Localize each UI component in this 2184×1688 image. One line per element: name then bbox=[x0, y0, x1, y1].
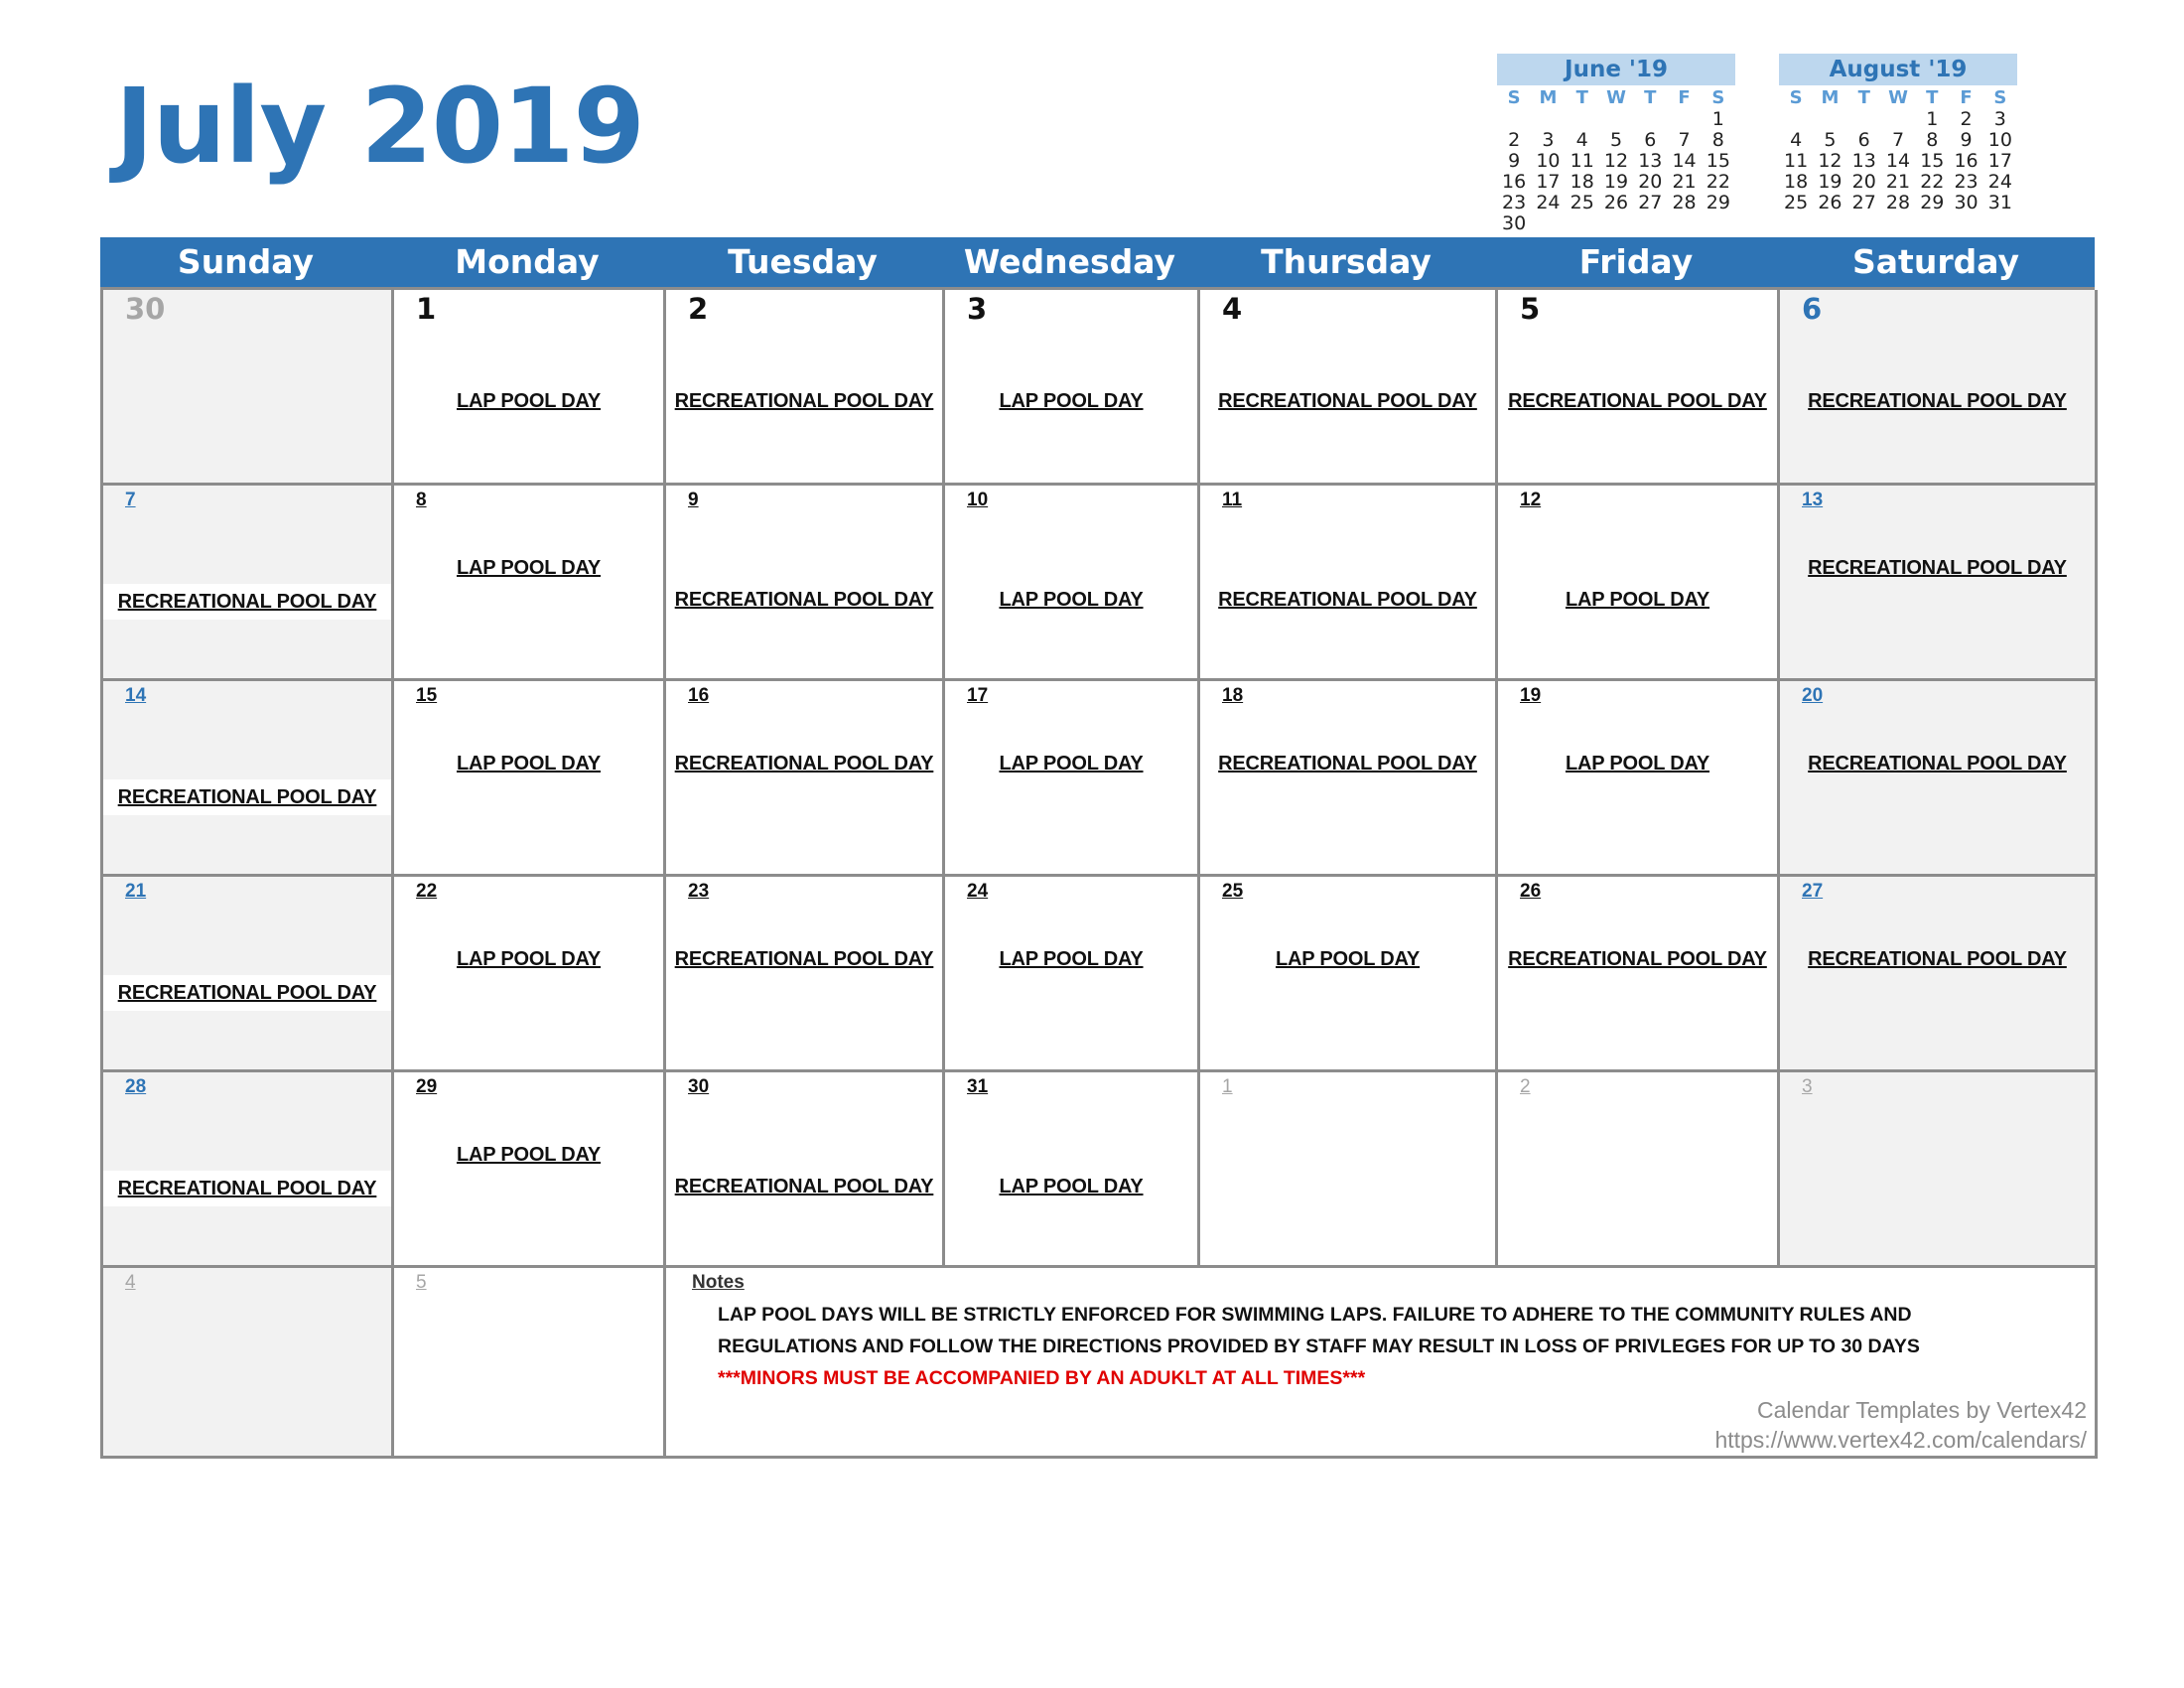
mini-day-number: 23 bbox=[1502, 192, 1527, 213]
day-cell[interactable] bbox=[666, 877, 945, 1072]
mini-day-number bbox=[1983, 213, 2017, 234]
pool-day-event: RECREATIONAL POOL DAY bbox=[674, 589, 934, 611]
day-number: 1 bbox=[1222, 1076, 1233, 1097]
mini-day-number bbox=[1599, 109, 1633, 130]
mini-day-number: 31 bbox=[1987, 192, 2012, 213]
day-cell[interactable] bbox=[394, 1268, 666, 1459]
day-number: 7 bbox=[125, 490, 136, 510]
day-cell[interactable] bbox=[1780, 1072, 2098, 1268]
day-cell[interactable] bbox=[1498, 486, 1780, 681]
day-number: 15 bbox=[416, 685, 438, 706]
mini-weekday-label: S bbox=[1789, 87, 1803, 108]
weekday-thursday: Thursday bbox=[1261, 242, 1432, 281]
mini-day-number bbox=[1915, 213, 1949, 234]
day-cell[interactable] bbox=[1780, 877, 2098, 1072]
day-cell[interactable] bbox=[103, 1268, 394, 1459]
mini-day-number: 30 bbox=[1502, 212, 1527, 234]
day-cell[interactable] bbox=[394, 1072, 666, 1268]
mini-day-number bbox=[1847, 213, 1881, 234]
mini-day-number: 12 bbox=[1818, 150, 1843, 172]
day-number: 11 bbox=[1222, 490, 1243, 510]
mini-day-number bbox=[1531, 109, 1565, 130]
mini-weekday-label: T bbox=[1857, 87, 1870, 108]
day-number: 18 bbox=[1222, 685, 1244, 706]
day-number: 24 bbox=[967, 881, 989, 902]
pool-day-event: LAP POOL DAY bbox=[456, 948, 602, 970]
pool-day-event: RECREATIONAL POOL DAY bbox=[674, 1176, 934, 1197]
day-number: 16 bbox=[688, 685, 710, 706]
mini-day-number: 8 bbox=[1711, 129, 1724, 151]
day-cell[interactable] bbox=[103, 681, 394, 877]
mini-day-number: 14 bbox=[1885, 150, 1911, 172]
day-number: 31 bbox=[967, 1076, 989, 1097]
day-number: 10 bbox=[967, 490, 989, 510]
mini-calendar-title: June '19 bbox=[1497, 54, 1735, 85]
day-cell[interactable] bbox=[394, 877, 666, 1072]
mini-day-number: 4 bbox=[1790, 129, 1803, 151]
day-cell[interactable] bbox=[1498, 290, 1780, 486]
day-cell[interactable] bbox=[1200, 1072, 1498, 1268]
day-cell[interactable] bbox=[945, 1072, 1200, 1268]
day-cell[interactable] bbox=[1498, 877, 1780, 1072]
day-number: 4 bbox=[1222, 292, 1243, 326]
pool-day-event: RECREATIONAL POOL DAY bbox=[103, 779, 391, 815]
mini-day-number bbox=[1599, 213, 1633, 234]
mini-day-number: 9 bbox=[1960, 129, 1973, 151]
weekday-wednesday: Wednesday bbox=[963, 242, 1176, 281]
mini-calendar-weekdays bbox=[1497, 87, 1735, 109]
day-number: 5 bbox=[1520, 292, 1541, 326]
weekday-header bbox=[100, 237, 2095, 287]
day-number: 14 bbox=[125, 685, 147, 706]
pool-day-event: RECREATIONAL POOL DAY bbox=[103, 584, 391, 620]
notes-text: LAP POOL DAYS WILL BE STRICTLY ENFORCED FOR SWIMMING LAPS. FAILURE TO ADHERE TO THE COMMUNITY RULES AND bbox=[718, 1304, 1912, 1326]
pool-day-event: LAP POOL DAY bbox=[456, 390, 602, 412]
mini-calendar-days bbox=[1497, 109, 1735, 234]
mini-day-number: 10 bbox=[1536, 150, 1561, 172]
day-cell[interactable] bbox=[1200, 486, 1498, 681]
day-number: 12 bbox=[1520, 490, 1542, 510]
mini-day-number bbox=[1566, 109, 1599, 130]
mini-calendar-june bbox=[1497, 54, 1735, 234]
mini-day-number: 3 bbox=[1542, 129, 1555, 151]
month-calendar bbox=[100, 237, 2095, 1459]
mini-weekday-label: S bbox=[1507, 87, 1521, 108]
day-number: 2 bbox=[688, 292, 709, 326]
mini-weekday-label: F bbox=[1960, 87, 1973, 108]
pool-day-event: LAP POOL DAY bbox=[456, 1144, 602, 1166]
calendar-grid bbox=[100, 287, 2095, 1459]
day-cell[interactable] bbox=[1200, 877, 1498, 1072]
day-number: 27 bbox=[1802, 881, 1824, 902]
mini-day-number: 19 bbox=[1818, 171, 1843, 193]
day-number: 22 bbox=[416, 881, 438, 902]
day-number: 8 bbox=[416, 490, 427, 510]
mini-day-number: 17 bbox=[1536, 171, 1561, 193]
mini-day-number bbox=[1881, 213, 1915, 234]
day-cell[interactable] bbox=[1498, 681, 1780, 877]
pool-day-event: RECREATIONAL POOL DAY bbox=[1508, 948, 1767, 970]
mini-weekday-label: W bbox=[1606, 87, 1626, 108]
mini-day-number bbox=[1847, 109, 1881, 130]
day-cell[interactable] bbox=[945, 290, 1200, 486]
notes-title: Notes bbox=[692, 1272, 745, 1293]
mini-day-number bbox=[1813, 213, 1846, 234]
mini-day-number: 29 bbox=[1920, 192, 1945, 213]
day-number: 19 bbox=[1520, 685, 1542, 706]
mini-weekday-label: S bbox=[1711, 87, 1725, 108]
pool-day-event: LAP POOL DAY bbox=[999, 589, 1144, 611]
day-number: 30 bbox=[125, 292, 166, 326]
day-cell[interactable] bbox=[666, 1072, 945, 1268]
mini-day-number: 7 bbox=[1678, 129, 1691, 151]
mini-day-number: 1 bbox=[1926, 108, 1939, 130]
day-number: 5 bbox=[416, 1272, 427, 1293]
mini-day-number bbox=[1702, 213, 1735, 234]
pool-day-event: RECREATIONAL POOL DAY bbox=[1808, 948, 2067, 970]
mini-day-number: 18 bbox=[1570, 171, 1594, 193]
mini-day-number: 3 bbox=[1993, 108, 2006, 130]
day-number: 21 bbox=[125, 881, 147, 902]
day-cell[interactable] bbox=[945, 877, 1200, 1072]
pool-day-event: RECREATIONAL POOL DAY bbox=[1218, 390, 1477, 412]
mini-day-number: 15 bbox=[1920, 150, 1945, 172]
mini-weekday-label: W bbox=[1888, 87, 1908, 108]
credit-text: Calendar Templates by Vertex42 bbox=[1757, 1397, 2087, 1423]
weekday-friday: Friday bbox=[1578, 242, 1694, 281]
day-number: 26 bbox=[1520, 881, 1542, 902]
mini-weekday-label: T bbox=[1926, 87, 1939, 108]
pool-day-event: RECREATIONAL POOL DAY bbox=[1218, 753, 1477, 774]
day-number: 9 bbox=[688, 490, 699, 510]
mini-day-number bbox=[1813, 109, 1846, 130]
mini-day-number: 29 bbox=[1706, 192, 1730, 213]
mini-weekday-label: T bbox=[1644, 87, 1657, 108]
mini-day-number: 26 bbox=[1603, 192, 1629, 213]
mini-day-number bbox=[1497, 109, 1531, 130]
mini-day-number: 25 bbox=[1784, 192, 1809, 213]
day-cell[interactable] bbox=[1780, 681, 2098, 877]
pool-day-event: LAP POOL DAY bbox=[999, 1176, 1144, 1197]
mini-day-number: 28 bbox=[1885, 192, 1911, 213]
day-cell[interactable] bbox=[103, 486, 394, 681]
mini-day-number: 7 bbox=[1891, 129, 1905, 151]
mini-day-number: 20 bbox=[1638, 171, 1663, 193]
mini-weekday-label: M bbox=[1539, 87, 1558, 108]
mini-day-number bbox=[1881, 109, 1915, 130]
mini-day-number: 30 bbox=[1954, 192, 1979, 213]
day-number: 17 bbox=[967, 685, 989, 706]
mini-day-number: 18 bbox=[1784, 171, 1809, 193]
day-cell[interactable] bbox=[394, 681, 666, 877]
day-number: 28 bbox=[125, 1076, 147, 1097]
pool-day-event: RECREATIONAL POOL DAY bbox=[1808, 390, 2067, 412]
mini-day-number: 21 bbox=[1885, 171, 1911, 193]
mini-weekday-label: F bbox=[1678, 87, 1691, 108]
mini-day-number: 27 bbox=[1638, 192, 1663, 213]
mini-day-number: 16 bbox=[1502, 171, 1527, 193]
day-number: 23 bbox=[688, 881, 710, 902]
mini-day-number: 6 bbox=[1857, 129, 1870, 151]
mini-day-number: 2 bbox=[1508, 129, 1521, 151]
pool-day-event: LAP POOL DAY bbox=[1565, 589, 1710, 611]
mini-calendar-title: August '19 bbox=[1779, 54, 2017, 85]
mini-day-number bbox=[1779, 109, 1813, 130]
mini-day-number: 27 bbox=[1851, 192, 1876, 213]
mini-day-number: 12 bbox=[1603, 150, 1629, 172]
mini-day-number: 14 bbox=[1672, 150, 1697, 172]
mini-day-number: 6 bbox=[1644, 129, 1657, 151]
pool-day-event: RECREATIONAL POOL DAY bbox=[103, 1171, 391, 1206]
pool-day-event: RECREATIONAL POOL DAY bbox=[674, 753, 934, 774]
mini-day-number: 5 bbox=[1824, 129, 1837, 151]
mini-day-number: 16 bbox=[1954, 150, 1979, 172]
day-number: 20 bbox=[1802, 685, 1824, 706]
day-number: 30 bbox=[688, 1076, 710, 1097]
mini-day-number: 25 bbox=[1570, 192, 1594, 213]
day-cell[interactable] bbox=[103, 290, 394, 486]
mini-day-number: 23 bbox=[1954, 171, 1979, 193]
day-cell[interactable] bbox=[394, 486, 666, 681]
pool-day-event: RECREATIONAL POOL DAY bbox=[1218, 589, 1477, 611]
day-cell[interactable] bbox=[666, 681, 945, 877]
mini-day-number bbox=[1779, 213, 1813, 234]
mini-day-number: 8 bbox=[1926, 129, 1939, 151]
mini-day-number: 20 bbox=[1851, 171, 1876, 193]
mini-day-number: 11 bbox=[1570, 150, 1594, 172]
mini-day-number: 15 bbox=[1706, 150, 1730, 172]
day-number: 13 bbox=[1802, 490, 1824, 510]
mini-day-number: 28 bbox=[1672, 192, 1697, 213]
mini-weekday-label: S bbox=[1993, 87, 2007, 108]
day-cell[interactable] bbox=[1200, 681, 1498, 877]
pool-day-event: RECREATIONAL POOL DAY bbox=[674, 948, 934, 970]
weekday-saturday: Saturday bbox=[1852, 242, 2019, 281]
day-number: 29 bbox=[416, 1076, 438, 1097]
pool-day-event: RECREATIONAL POOL DAY bbox=[103, 975, 391, 1011]
mini-day-number bbox=[1667, 213, 1701, 234]
pool-day-event: RECREATIONAL POOL DAY bbox=[674, 390, 934, 412]
pool-day-event: RECREATIONAL POOL DAY bbox=[1808, 557, 2067, 579]
mini-day-number bbox=[1633, 213, 1667, 234]
weekday-monday: Monday bbox=[455, 242, 600, 281]
mini-day-number: 1 bbox=[1711, 108, 1724, 130]
day-number: 3 bbox=[1802, 1076, 1813, 1097]
day-cell[interactable] bbox=[666, 486, 945, 681]
mini-calendar-days bbox=[1779, 109, 2017, 234]
day-number: 2 bbox=[1520, 1076, 1531, 1097]
mini-day-number: 13 bbox=[1638, 150, 1663, 172]
mini-day-number bbox=[1949, 213, 1982, 234]
mini-day-number: 11 bbox=[1784, 150, 1809, 172]
mini-day-number: 2 bbox=[1960, 108, 1973, 130]
pool-day-event: RECREATIONAL POOL DAY bbox=[1808, 753, 2067, 774]
pool-day-event: LAP POOL DAY bbox=[999, 948, 1144, 970]
mini-day-number: 4 bbox=[1575, 129, 1588, 151]
mini-day-number bbox=[1566, 213, 1599, 234]
mini-weekday-label: T bbox=[1575, 87, 1588, 108]
day-number: 25 bbox=[1222, 881, 1244, 902]
notes-section bbox=[666, 1268, 2098, 1459]
mini-day-number: 24 bbox=[1536, 192, 1561, 213]
day-cell[interactable] bbox=[103, 1072, 394, 1268]
day-cell[interactable] bbox=[1780, 486, 2098, 681]
day-number: 6 bbox=[1802, 292, 1823, 326]
mini-day-number: 21 bbox=[1672, 171, 1697, 193]
day-cell[interactable] bbox=[945, 486, 1200, 681]
pool-day-event: RECREATIONAL POOL DAY bbox=[1508, 390, 1767, 412]
day-cell[interactable] bbox=[1780, 290, 2098, 486]
mini-calendar-august bbox=[1779, 54, 2017, 234]
pool-day-event: LAP POOL DAY bbox=[456, 753, 602, 774]
pool-day-event: LAP POOL DAY bbox=[999, 753, 1144, 774]
pool-day-event: LAP POOL DAY bbox=[999, 390, 1144, 412]
day-cell[interactable] bbox=[1498, 1072, 1780, 1268]
pool-day-event: LAP POOL DAY bbox=[456, 557, 602, 579]
credit-link[interactable]: https://www.vertex42.com/calendars/ bbox=[1714, 1427, 2087, 1453]
notes-text: REGULATIONS AND FOLLOW THE DIRECTIONS PROVIDED BY STAFF MAY RESULT IN LOSS OF PRIVLEGES FOR UP TO 30 DAYS bbox=[718, 1336, 1920, 1357]
mini-day-number: 26 bbox=[1818, 192, 1843, 213]
day-number: 3 bbox=[967, 292, 988, 326]
mini-day-number: 17 bbox=[1987, 150, 2012, 172]
mini-day-number: 19 bbox=[1603, 171, 1629, 193]
day-cell[interactable] bbox=[103, 877, 394, 1072]
mini-day-number: 22 bbox=[1706, 171, 1730, 193]
day-number: 4 bbox=[125, 1272, 136, 1293]
mini-day-number: 24 bbox=[1987, 171, 2012, 193]
day-cell[interactable] bbox=[945, 681, 1200, 877]
page-title: July 2019 bbox=[115, 66, 644, 187]
day-cell[interactable] bbox=[666, 290, 945, 486]
mini-day-number bbox=[1633, 109, 1667, 130]
mini-weekday-label: M bbox=[1821, 87, 1840, 108]
day-number: 1 bbox=[416, 292, 437, 326]
mini-calendar-weekdays bbox=[1779, 87, 2017, 109]
mini-day-number: 22 bbox=[1920, 171, 1945, 193]
pool-day-event: LAP POOL DAY bbox=[1565, 753, 1710, 774]
weekday-tuesday: Tuesday bbox=[728, 242, 878, 281]
day-cell[interactable] bbox=[1200, 290, 1498, 486]
mini-day-number: 9 bbox=[1508, 150, 1521, 172]
mini-day-number: 5 bbox=[1609, 129, 1623, 151]
day-cell[interactable] bbox=[394, 290, 666, 486]
pool-day-event: LAP POOL DAY bbox=[1275, 948, 1421, 970]
mini-day-number bbox=[1667, 109, 1701, 130]
mini-day-number bbox=[1531, 213, 1565, 234]
mini-day-number: 10 bbox=[1987, 129, 2012, 151]
mini-day-number: 13 bbox=[1851, 150, 1876, 172]
weekday-sunday: Sunday bbox=[177, 242, 315, 281]
minors-warning: ***MINORS MUST BE ACCOMPANIED BY AN ADUKLT AT ALL TIMES*** bbox=[718, 1367, 1366, 1389]
